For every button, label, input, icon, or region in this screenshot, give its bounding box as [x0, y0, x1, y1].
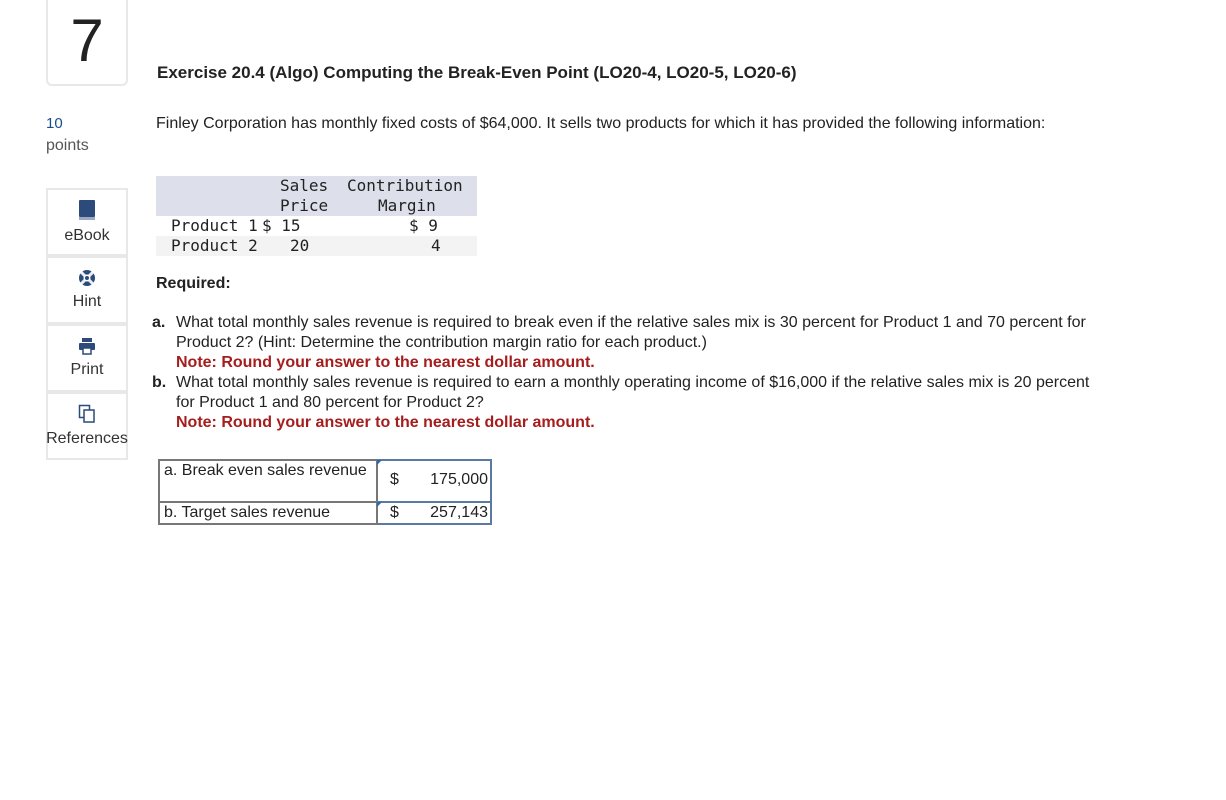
required-heading: Required:: [156, 275, 231, 292]
answer-value: 175,000: [430, 471, 488, 488]
answer-table: [158, 459, 492, 525]
question-number-box: [46, 0, 128, 86]
question-a: [152, 313, 1102, 373]
lifebuoy-icon: [78, 269, 96, 287]
question-a-label: a.: [152, 314, 166, 331]
exercise-title: Exercise 20.4 (Algo) Computing the Break-Even Point (LO20-4, LO20-5, LO20-6): [157, 63, 797, 82]
book-icon: [78, 199, 96, 221]
break-even-answer-field[interactable]: [377, 460, 491, 502]
answer-row: [159, 460, 491, 502]
references-button[interactable]: [46, 392, 128, 460]
header-margin: Margin: [378, 196, 436, 215]
product-name: Product 2: [171, 236, 258, 255]
product-name: Product 1: [171, 216, 258, 235]
answer-label: a. Break even sales revenue: [159, 460, 377, 502]
copy-icon: [78, 404, 96, 424]
answer-marker-icon: [377, 460, 382, 465]
product-price: $ 15: [262, 216, 301, 235]
product-cm: $ 9: [409, 216, 438, 235]
header-price: Price: [280, 196, 329, 215]
references-label: References: [46, 430, 128, 447]
product-cm: 4: [431, 236, 441, 255]
print-button[interactable]: [46, 324, 128, 392]
question-a-text: What total monthly sales revenue is required to break even if the relative sales mix is 30 percent for Product 1 and 70 percent for Product 2? (Hint: Determine the contribution margin ratio for each product.): [176, 314, 1086, 351]
question-b-text: What total monthly sales revenue is required to earn a monthly operating income of $16,000 if the relative sales mix is 20 percent for Product 1 and 80 percent for Product 2?: [176, 374, 1090, 411]
product-price: 20: [290, 236, 310, 255]
header-sales: Sales: [280, 176, 329, 195]
question-number: 7: [70, 6, 104, 74]
table-row: [156, 236, 477, 256]
hint-button[interactable]: [46, 256, 128, 324]
exercise-intro: Finley Corporation has monthly fixed costs of $64,000. It sells two products for which it has provided the following information:: [156, 115, 1046, 132]
answer-value: 257,143: [430, 504, 488, 521]
question-b: [152, 373, 1102, 433]
question-b-label: b.: [152, 374, 167, 391]
printer-icon: [78, 337, 96, 355]
product-table: [156, 176, 477, 256]
currency-symbol: $: [390, 471, 399, 488]
target-sales-answer-field[interactable]: [377, 502, 491, 524]
points-value: 10: [46, 115, 63, 132]
answer-label: b. Target sales revenue: [159, 502, 377, 524]
print-label: Print: [70, 361, 104, 378]
points-label: points: [46, 137, 89, 154]
table-row: [156, 216, 477, 236]
currency-symbol: $: [390, 504, 399, 521]
hint-label: Hint: [72, 293, 102, 310]
ebook-label: eBook: [64, 227, 110, 244]
ebook-button[interactable]: [46, 188, 128, 256]
answer-marker-icon: [377, 502, 382, 507]
question-a-note: Note: Round your answer to the nearest dollar amount.: [176, 354, 595, 371]
header-contribution: Contribution: [347, 176, 463, 195]
product-table-header: [156, 176, 477, 216]
question-b-note: Note: Round your answer to the nearest dollar amount.: [176, 414, 595, 431]
answer-row: [159, 502, 491, 524]
